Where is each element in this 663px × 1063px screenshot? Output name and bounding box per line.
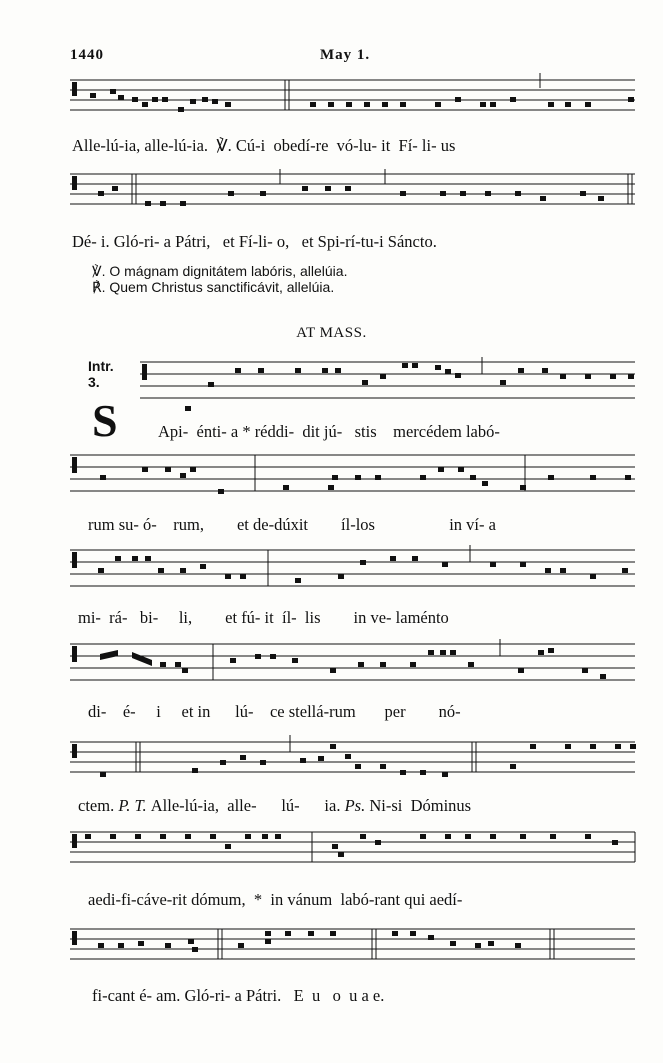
syllable: in <box>353 608 367 627</box>
syllable: lú- <box>281 796 300 815</box>
syllable: Fí-li- o, <box>238 232 290 251</box>
syllable: o <box>332 986 341 1005</box>
syllable: et <box>222 232 235 251</box>
syllable: Dóminus <box>410 796 472 815</box>
lyric-line-4 <box>88 515 658 535</box>
syllable: íl-los <box>341 515 375 534</box>
syllable: é- am. <box>139 986 181 1005</box>
syllable: Alle-lú-ia, <box>72 136 141 155</box>
syllable: Fí- li- us <box>398 136 456 155</box>
syllable: labó- <box>465 422 500 441</box>
syllable: lú- <box>235 702 254 721</box>
chant-staff-7 <box>70 740 635 780</box>
syllable: et <box>301 232 314 251</box>
syllable: rum <box>88 515 115 534</box>
syllable: énti- a <box>196 422 239 441</box>
syllable: Dé- i. <box>72 232 110 251</box>
syllable: ve- laménto <box>370 608 449 627</box>
syllable: Ni-si <box>369 796 403 815</box>
syllable: stis <box>354 422 377 441</box>
syllable: labó-rant <box>340 890 401 909</box>
lyric-line-7 <box>78 796 648 816</box>
initial-letter: S <box>92 395 118 446</box>
syllable: ia. <box>324 796 341 815</box>
syllable: ℣. Cú-i <box>216 136 266 155</box>
syllable: u <box>349 986 358 1005</box>
syllable: Sáncto. <box>387 232 437 251</box>
syllable: bi- <box>139 608 159 627</box>
lyric-line-3 <box>158 422 638 442</box>
syllable: vó-lu- it <box>336 136 391 155</box>
syllable: vánum <box>287 890 333 909</box>
syllable: é- <box>122 702 136 721</box>
chant-staff-9 <box>70 927 635 967</box>
introit-mode: 3. <box>88 374 100 390</box>
syllable: Gló-ri- a <box>184 986 242 1005</box>
syllable: et <box>225 608 238 627</box>
chant-staff-1 <box>70 78 635 118</box>
syllable: aedí- <box>429 890 463 909</box>
lyric-line-5 <box>78 608 648 628</box>
syllable: u <box>311 986 321 1005</box>
syllable: Ps. <box>344 796 366 815</box>
versicle: ℣. O mágnam dignitátem labóris, allelúia. <box>92 263 348 279</box>
lyric-line-8 <box>88 890 658 910</box>
introit-label <box>88 358 114 390</box>
syllable: a <box>361 986 369 1005</box>
syllable: lis <box>304 608 321 627</box>
syllable: stellá-rum <box>288 702 356 721</box>
syllable: dómum, <box>191 890 246 909</box>
chant-staff-8 <box>70 830 635 870</box>
chant-staff-2 <box>70 172 635 212</box>
syllable: rum, <box>173 515 204 534</box>
syllable: di- <box>88 702 107 721</box>
syllable: ctem. <box>78 796 115 815</box>
syllable: íl- <box>281 608 297 627</box>
introit-abbrev: Intr. <box>88 358 114 374</box>
syllable: Pátri, <box>175 232 211 251</box>
syllable: li, <box>178 608 193 627</box>
syllable: i <box>156 702 161 721</box>
running-title: May 1. <box>320 47 371 63</box>
section-heading: AT MASS. <box>296 325 367 341</box>
syllable: per <box>384 702 406 721</box>
syllable: obedí-re <box>273 136 329 155</box>
lyric-line-1 <box>72 136 642 156</box>
syllable: fú- it <box>241 608 274 627</box>
lyric-line-2 <box>72 232 642 252</box>
syllable: fi-cant <box>92 986 136 1005</box>
syllable: jú- <box>323 422 343 441</box>
chant-staff-3 <box>140 360 635 400</box>
syllable: * <box>253 890 263 909</box>
lyric-line-9 <box>92 986 662 1006</box>
syllable: E <box>293 986 304 1005</box>
syllable: in <box>449 515 463 534</box>
syllable: et <box>236 515 249 534</box>
syllable: e. <box>372 986 385 1005</box>
response: ℟. Quem Christus sanctificávit, allelúia. <box>92 279 335 295</box>
syllable: ce <box>269 702 285 721</box>
syllable: aedi-fi-cáve-rit <box>88 890 187 909</box>
chant-staff-5 <box>70 548 635 588</box>
syllable: qui <box>404 890 426 909</box>
syllable: mi- <box>78 608 101 627</box>
syllable: Alle-lú-ia, <box>150 796 219 815</box>
syllable: * réddi- <box>242 422 295 441</box>
syllable: et in <box>181 702 211 721</box>
syllable: in <box>270 890 284 909</box>
syllable: alle-lú-ia. <box>144 136 209 155</box>
syllable: mercédem <box>393 422 462 441</box>
syllable: Pátri. <box>245 986 282 1005</box>
chant-staff-4 <box>70 453 635 493</box>
syllable: ví- a <box>466 515 496 534</box>
syllable: dit <box>302 422 320 441</box>
syllable: su- ó- <box>118 515 157 534</box>
chant-staff-6 <box>70 642 635 682</box>
syllable: P. T. <box>118 796 147 815</box>
syllable: Spi-rí-tu-i <box>317 232 384 251</box>
syllable: rá- <box>109 608 128 627</box>
syllable: de-dúxit <box>253 515 309 534</box>
lyric-line-6 <box>88 702 658 722</box>
syllable: nó- <box>438 702 461 721</box>
syllable: alle- <box>227 796 257 815</box>
syllable: Api- <box>158 422 189 441</box>
syllable: Gló-ri- a <box>113 232 171 251</box>
page-number: 1440 <box>70 47 104 63</box>
